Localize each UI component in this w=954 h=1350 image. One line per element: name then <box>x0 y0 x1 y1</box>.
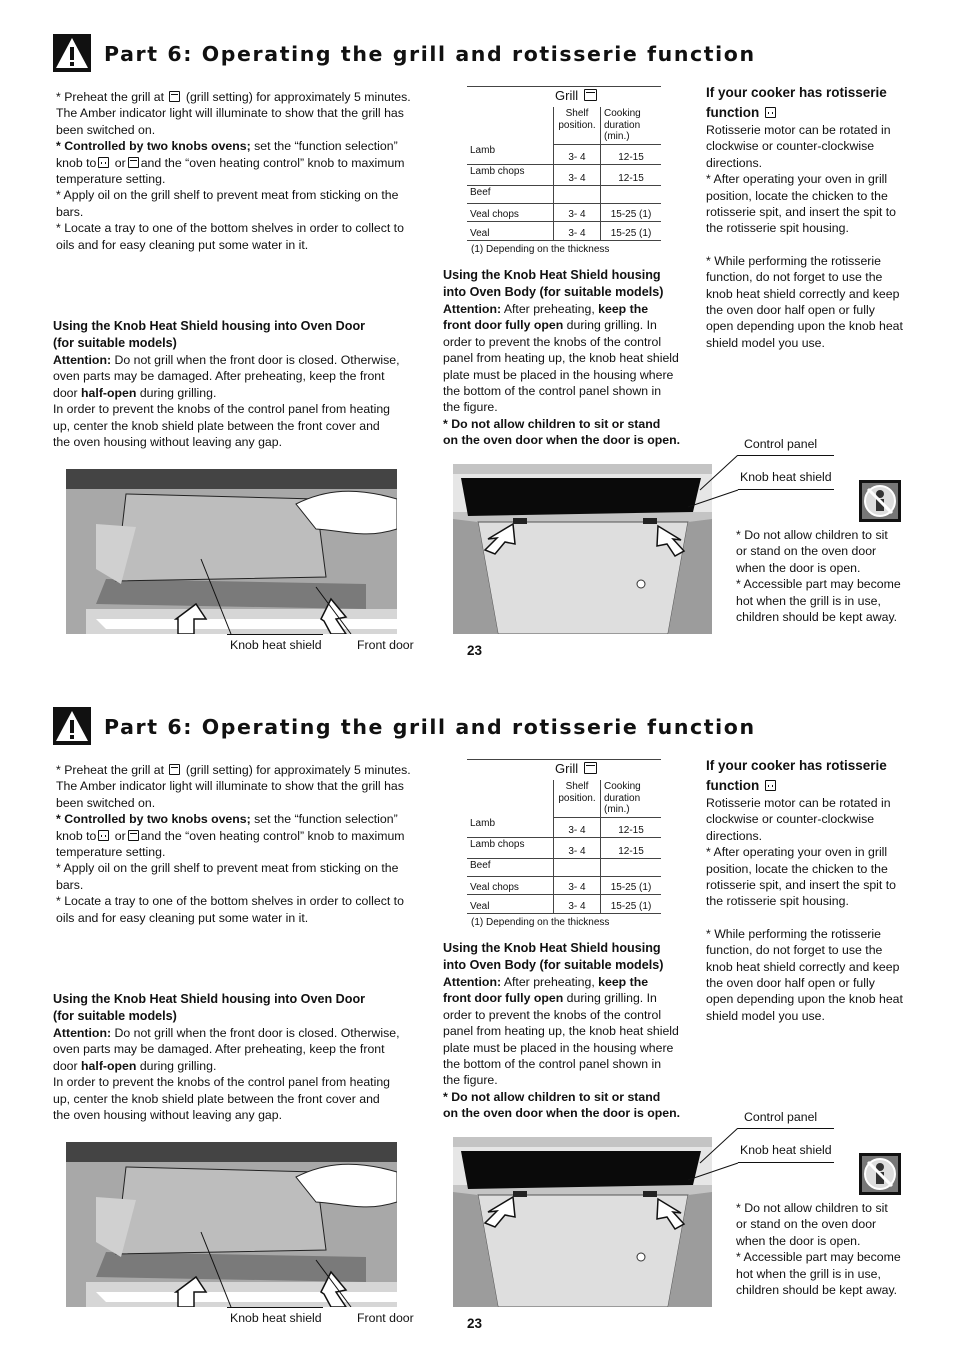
table-rule <box>467 86 661 87</box>
rotisserie-icon <box>765 780 776 791</box>
rotisserie-icon <box>98 157 109 168</box>
label-knob-heat-shield: Knob heat shield <box>230 1311 322 1325</box>
label-control-panel: Control panel <box>744 1110 818 1124</box>
table-row: Lamb 3- 4 12-15 <box>467 144 661 165</box>
label-rule <box>738 455 834 456</box>
door-shield-section: Using the Knob Heat Shield housing into Oven Door (for suitable models) Attention: Do not grill when the front door is closed. Otherwise, oven parts may be damaged. After preheating, keep the front door half-open during grilling. In order to prevent the knobs of the control panel from heating up, center the knob shield plate between the front cover and the oven housing without leaving any gap. <box>53 319 400 450</box>
label-rule <box>227 634 323 635</box>
page-number: 23 <box>467 643 483 658</box>
warning-triangle-icon <box>53 34 91 72</box>
table-title: Grill <box>555 761 599 776</box>
rotisserie-section: If your cooker has rotisserie function Rotisserie motor can be rotated in clockwise or counter-clockwise directions. * After operating your oven in grill position, locate the chicken to the rotisserie spit, and insert the spit to the rotisserie spit housing. * While performing the rotisserie function, do not forget to use the knob heat shield correctly and keep the oven door half open or fully open depending upon the knob heat shield model you use. <box>706 85 903 350</box>
grill-icon <box>584 89 597 101</box>
table-footnote: (1) Depending on the thickness <box>471 244 610 255</box>
child-warning-text: * Do not allow children to sit or stand on the oven door when the door is open. * Accessible part may become hot when the grill is in use, children should be kept away. <box>736 528 901 625</box>
oven-door-figure <box>66 1142 397 1307</box>
table-header: Shelf position. Cooking duration (min.) <box>467 107 661 144</box>
page-number: 23 <box>467 1316 483 1331</box>
label-front-door: Front door <box>357 638 414 652</box>
door-shield-section: Using the Knob Heat Shield housing into Oven Door (for suitable models) Attention: Do not grill when the front door is closed. Otherwise, oven parts may be damaged. After preheating, keep the front door half-open during grilling. In order to prevent the knobs of the control panel from heating up, center the knob shield plate between the front cover and the oven housing without leaving any gap. <box>53 992 400 1123</box>
oven-body-figure <box>453 1137 712 1307</box>
label-knob-heat-shield-2: Knob heat shield <box>740 1143 832 1157</box>
rotisserie-icon <box>765 107 776 118</box>
table-title: Grill <box>555 88 599 103</box>
table-row: Veal chops 3- 4 15-25 (1) <box>467 877 661 895</box>
page-title: Part 6: Operating the grill and rotisserie function <box>104 715 756 739</box>
label-leader-lines <box>680 455 740 510</box>
label-rule <box>738 1128 834 1129</box>
grill-table <box>467 780 661 914</box>
manual-page <box>0 0 954 673</box>
label-rule <box>738 489 834 490</box>
table-row: Veal chops 3- 4 15-25 (1) <box>467 204 661 222</box>
grill-icon <box>169 91 180 102</box>
table-row: Beef <box>467 859 661 877</box>
table-row: Lamb 3- 4 12-15 <box>467 817 661 838</box>
oven-body-figure <box>453 464 712 634</box>
page-title: Part 6: Operating the grill and rotisserie function <box>104 42 756 66</box>
label-control-panel: Control panel <box>744 437 818 451</box>
body-shield-section: Using the Knob Heat Shield housing into Oven Body (for suitable models) Attention: After preheating, keep the front door fully open during grilling. In order to prevent the knobs of the control panel from heating up, the knob heat shield plate must be placed in the housing where the bottom of the control panel shown in the figure. * Do not allow children to sit or stand on the oven door when the door is open. <box>443 268 681 448</box>
table-row: Veal 3- 4 15-25 (1) <box>467 222 661 241</box>
grill-icon <box>128 157 139 168</box>
grill-table <box>467 107 661 241</box>
label-knob-heat-shield-2: Knob heat shield <box>740 470 832 484</box>
oven-door-figure <box>66 469 397 634</box>
label-knob-heat-shield: Knob heat shield <box>230 638 322 652</box>
rotisserie-section: If your cooker has rotisserie function Rotisserie motor can be rotated in clockwise or counter-clockwise directions. * After operating your oven in grill position, locate the chicken to the rotisserie spit, and insert the spit to the rotisserie spit housing. * While performing the rotisserie function, do not forget to use the knob heat shield correctly and keep the oven door half open or fully open depending upon the knob heat shield model you use. <box>706 758 903 1023</box>
table-rule <box>467 759 661 760</box>
rotisserie-icon <box>98 830 109 841</box>
grill-icon <box>128 830 139 841</box>
table-header: Shelf position. Cooking duration (min.) <box>467 780 661 817</box>
table-row: Lamb chops 3- 4 12-15 <box>467 838 661 859</box>
intro-text: * Preheat the grill at (grill setting) for approximately 5 minutes. The Amber indicator light will illuminate to show that the grill has been switched on. * Controlled by two knobs ovens; set the “function selection” knob to or and the “oven heating control” knob to maximum temperature setting. * Apply oil on the grill shelf to prevent meat from sticking on the bars. * Locate a tray to one of the bottom shelves in order to collect to oils and for easy cleaning put some water in it. <box>56 90 411 252</box>
body-shield-section: Using the Knob Heat Shield housing into Oven Body (for suitable models) Attention: After preheating, keep the front door fully open during grilling. In order to prevent the knobs of the control panel from heating up, the knob heat shield plate must be placed in the housing where the bottom of the control panel shown in the figure. * Do not allow children to sit or stand on the oven door when the door is open. <box>443 941 681 1121</box>
no-children-icon <box>859 1153 901 1195</box>
no-children-icon <box>859 480 901 522</box>
manual-page <box>0 673 954 1346</box>
warning-triangle-icon <box>53 707 91 745</box>
table-row: Veal 3- 4 15-25 (1) <box>467 895 661 914</box>
intro-text: * Preheat the grill at (grill setting) for approximately 5 minutes. The Amber indicator light will illuminate to show that the grill has been switched on. * Controlled by two knobs ovens; set the “function selection” knob to or and the “oven heating control” knob to maximum temperature setting. * Apply oil on the grill shelf to prevent meat from sticking on the bars. * Locate a tray to one of the bottom shelves in order to collect to oils and for easy cleaning put some water in it. <box>56 763 411 925</box>
table-footnote: (1) Depending on the thickness <box>471 917 610 928</box>
table-row: Beef <box>467 186 661 204</box>
grill-icon <box>169 764 180 775</box>
label-front-door: Front door <box>357 1311 414 1325</box>
table-row: Lamb chops 3- 4 12-15 <box>467 165 661 186</box>
label-leader-lines <box>680 1128 740 1183</box>
label-rule <box>738 1162 834 1163</box>
grill-icon <box>584 762 597 774</box>
label-rule <box>227 1307 323 1308</box>
child-warning-text: * Do not allow children to sit or stand on the oven door when the door is open. * Accessible part may become hot when the grill is in use, children should be kept away. <box>736 1201 901 1298</box>
